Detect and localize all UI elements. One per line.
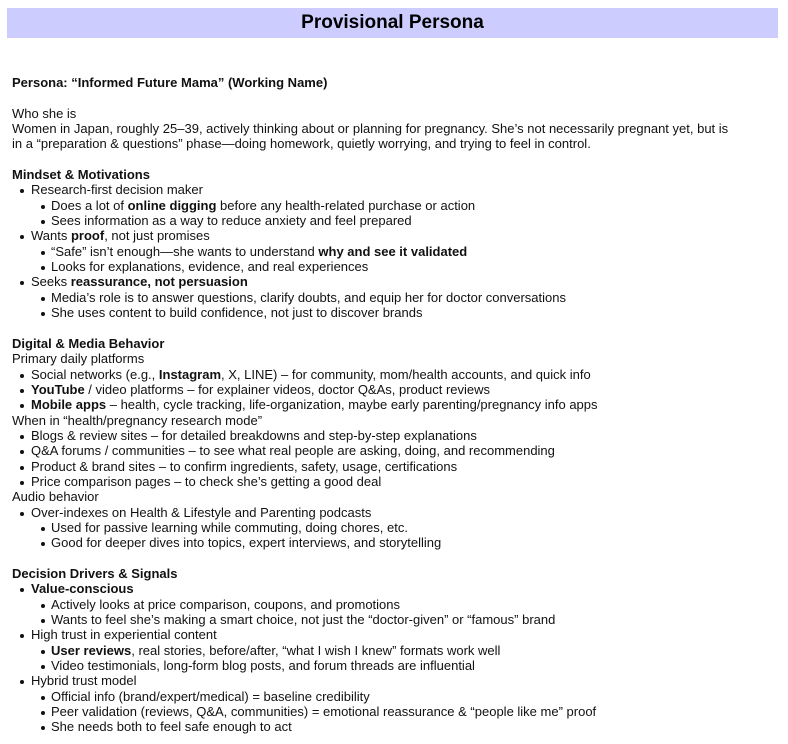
section-heading — [12, 167, 788, 182]
spacer — [12, 90, 788, 105]
bold-text: Value-conscious — [31, 581, 134, 597]
sub-bullet-item — [12, 198, 788, 213]
bold-text: reassurance, not persuasion — [70, 274, 248, 290]
text-segment: Video testimonials, long-form blog posts, and forum threads are influential — [51, 658, 475, 674]
bullet-item — [12, 182, 788, 197]
bullet-item — [12, 428, 788, 443]
text-segment: – health, cycle tracking, life-organization, maybe early parenting/pregnancy info apps — [106, 397, 598, 413]
text-segment: When in “health/pregnancy research mode” — [12, 412, 263, 428]
text-segment: Q&A forums / communities – to see what real people are asking, doing, and recommending — [31, 443, 555, 459]
bold-text: User reviews — [51, 642, 132, 658]
paragraph-line — [12, 121, 788, 136]
sub-bullet-item — [12, 719, 788, 734]
text-segment: Official info (brand/expert/medical) = baseline credibility — [51, 688, 370, 704]
bold-text: online digging — [127, 197, 217, 213]
text-segment: Who she is — [12, 105, 77, 121]
text-segment: Research-first decision maker — [31, 182, 203, 198]
bullet-item — [12, 673, 788, 688]
sub-bullet-item — [12, 643, 788, 658]
bullet-item — [12, 505, 788, 520]
sub-bullet-item — [12, 689, 788, 704]
sub-bullet-item — [12, 520, 788, 535]
section-heading — [12, 566, 788, 581]
bullet-item — [12, 228, 788, 243]
title-banner — [7, 8, 778, 38]
bold-text: proof — [70, 228, 105, 244]
bold-text: why and see it validated — [318, 243, 468, 259]
text-segment: Seeks — [31, 274, 71, 290]
text-segment: Wants — [31, 228, 71, 244]
sub-bullet-item — [12, 305, 788, 320]
text-segment: Audio behavior — [12, 489, 99, 505]
bullet-item — [12, 581, 788, 596]
bold-text: YouTube — [31, 381, 85, 397]
text-segment: Mindset & Motivations — [12, 167, 150, 183]
text-segment: Media’s role is to answer questions, clarify doubts, and equip her for doctor conversations — [51, 289, 566, 305]
spacer — [12, 551, 788, 566]
bullet-item — [12, 274, 788, 289]
text-segment: Digital & Media Behavior — [12, 335, 165, 351]
bullet-item — [12, 397, 788, 412]
bullet-item — [12, 382, 788, 397]
text-segment: Blogs & review sites – for detailed breakdowns and step-by-step explanations — [31, 427, 477, 443]
text-segment: Decision Drivers & Signals — [12, 566, 178, 581]
text-segment: She needs both to feel safe enough to act — [51, 719, 292, 735]
text-segment: Peer validation (reviews, Q&A, communities) = emotional reassurance & “people like me” proof — [51, 704, 597, 720]
bullet-item — [12, 367, 788, 382]
section-heading — [12, 336, 788, 351]
persona-document — [12, 75, 788, 735]
paragraph-line — [12, 351, 788, 366]
bullet-item — [12, 443, 788, 458]
text-segment: “Safe” isn’t enough—she wants to understand — [51, 243, 319, 259]
text-segment: before any health-related purchase or action — [216, 197, 476, 213]
sub-bullet-item — [12, 290, 788, 305]
text-segment: , not just promises — [104, 228, 210, 244]
paragraph-line — [12, 489, 788, 504]
bullet-item — [12, 474, 788, 489]
text-segment: Over-indexes on Health & Lifestyle and Parenting podcasts — [31, 504, 372, 520]
text-segment: Women in Japan, roughly 25–39, actively thinking about or planning for pregnancy. She’s not necessarily pregnant yet, but is — [12, 121, 729, 137]
paragraph-line — [12, 413, 788, 428]
paragraph-line — [12, 106, 788, 121]
sub-bullet-item — [12, 658, 788, 673]
text-segment: Used for passive learning while commuting, doing chores, etc. — [51, 519, 408, 535]
text-segment: Good for deeper dives into topics, expert interviews, and storytelling — [51, 535, 442, 551]
text-segment: Actively looks at price comparison, coupons, and promotions — [51, 596, 401, 612]
bullet-item — [12, 459, 788, 474]
paragraph-line — [12, 136, 788, 151]
spacer — [12, 321, 788, 336]
sub-bullet-item — [12, 244, 788, 259]
text-segment: Persona: “Informed Future Mama” (Working Name) — [12, 75, 328, 90]
text-segment: , X, LINE) – for community, mom/health accounts, and quick info — [221, 366, 591, 382]
bold-text: Instagram — [158, 366, 222, 382]
text-segment: in a “preparation & questions” phase—doing homework, quietly worrying, and trying to feel in control. — [12, 136, 591, 152]
sub-bullet-item — [12, 597, 788, 612]
text-segment: Wants to feel she’s making a smart choice, not just the “doctor-given” or “famous” brand — [51, 612, 556, 628]
text-segment: Product & brand sites – to confirm ingredients, safety, usage, certifications — [31, 458, 458, 474]
bullet-item — [12, 627, 788, 642]
sub-bullet-item — [12, 704, 788, 719]
section-heading — [12, 75, 788, 90]
text-segment: Sees information as a way to reduce anxiety and feel prepared — [51, 213, 412, 229]
text-segment: Does a lot of — [51, 197, 128, 213]
page-title: Provisional Persona — [301, 12, 484, 33]
text-segment: High trust in experiential content — [31, 627, 217, 643]
sub-bullet-item — [12, 535, 788, 550]
sub-bullet-item — [12, 259, 788, 274]
text-segment: Hybrid trust model — [31, 673, 137, 689]
text-segment: She uses content to build confidence, not just to discover brands — [51, 305, 423, 321]
spacer — [12, 152, 788, 167]
text-segment: Primary daily platforms — [12, 351, 145, 367]
sub-bullet-item — [12, 213, 788, 228]
text-segment: Price comparison pages – to check she’s getting a good deal — [31, 473, 382, 489]
bold-text: Mobile apps — [31, 397, 107, 413]
text-segment: Looks for explanations, evidence, and real experiences — [51, 259, 369, 275]
sub-bullet-item — [12, 612, 788, 627]
text-segment: Social networks (e.g., — [31, 366, 159, 382]
text-segment: , real stories, before/after, “what I wish I knew” formats work well — [131, 642, 501, 658]
text-segment: / video platforms – for explainer videos, doctor Q&As, product reviews — [84, 381, 491, 397]
